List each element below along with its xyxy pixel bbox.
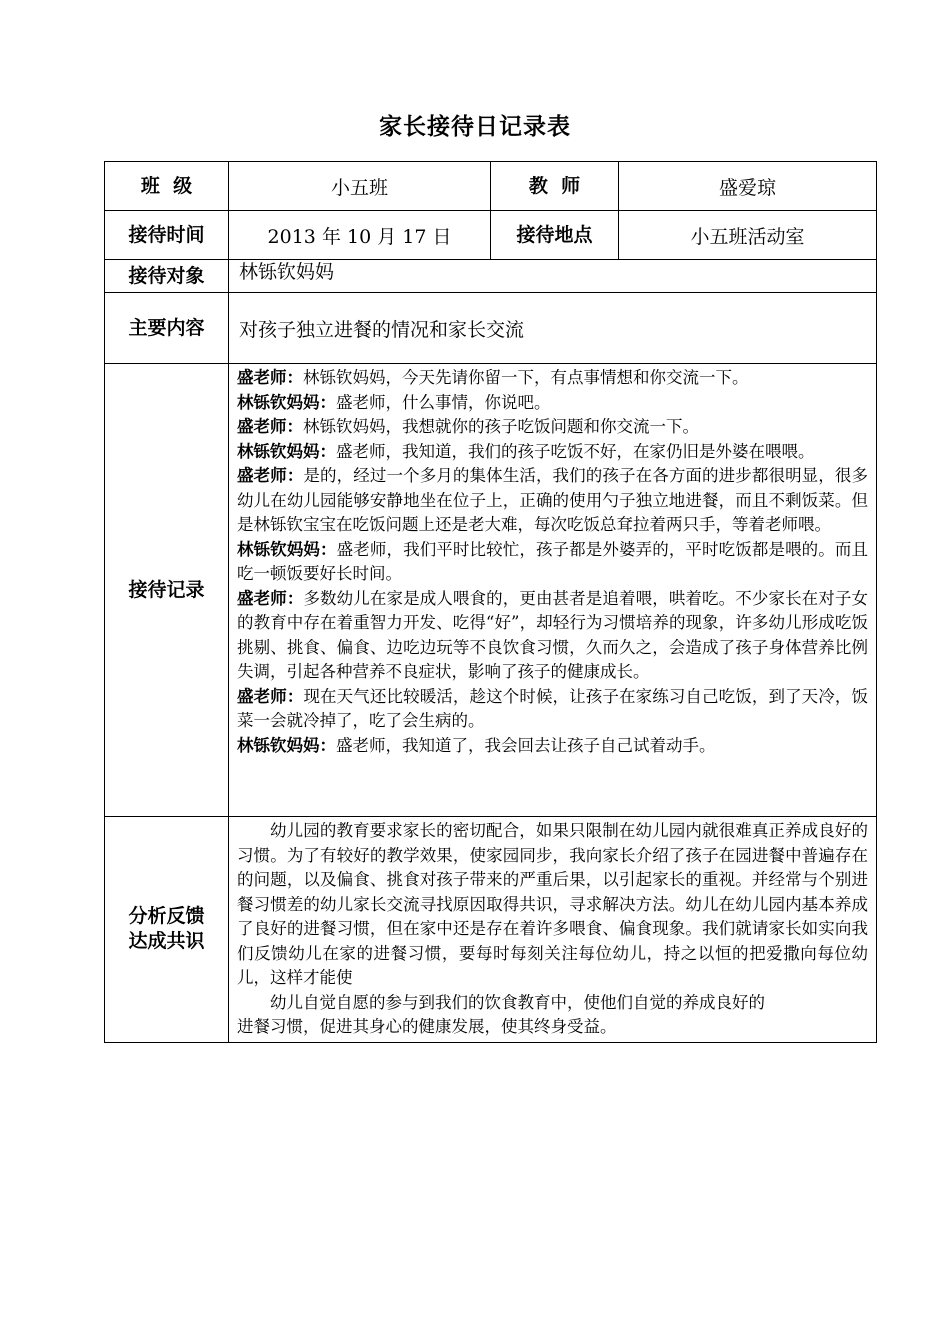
analysis-paragraph: 幼儿自觉自愿的参与到我们的饮食教育中，使他们自觉的养成良好的 <box>270 992 765 1012</box>
dialog-speaker: 林铄钦妈妈： <box>237 735 336 755</box>
dialog-line <box>237 366 868 391</box>
analysis-row <box>105 817 877 1043</box>
dialog-speaker: 林铄钦妈妈： <box>237 392 336 412</box>
content-row <box>105 293 877 364</box>
target-value: 林铄钦妈妈 <box>229 260 877 293</box>
dialog-text: 现在天气还比较暖活，趁这个时候，让孩子在家练习自己吃饭，到了天冷，饭菜一会就冷掉了，吃了会生病的。 <box>237 686 869 730</box>
dialog-text: 林铄钦妈妈，我想就你的孩子吃饭问题和你交流一下。 <box>303 417 699 436</box>
dialog-speaker: 盛老师： <box>237 588 304 608</box>
teacher-value: 盛爱琼 <box>619 162 877 211</box>
analysis-text <box>229 817 877 1043</box>
place-value: 小五班活动室 <box>619 211 877 260</box>
content-label: 主要内容 <box>105 293 229 364</box>
record-label: 接待记录 <box>105 364 229 817</box>
dialog-text: 盛老师，我知道，我们的孩子吃饭不好，在家仍旧是外婆在喂喂。 <box>336 441 815 461</box>
dialog-text: 多数幼儿在家是成人喂食的，更由甚者是追着喂，哄着吃。不少家长在对子女的教育中存在着重智力开发、吃得“好”，却轻行为习惯培养的现象，许多幼儿形成吃饭挑剔、挑食、偏食、边吃边玩等不良饮食习惯，久而久之，会造成了孩子身体营养比例失调，引起各种营养不良症状，影响了孩子的健康成长。 <box>237 588 869 681</box>
class-teacher-row <box>105 162 877 211</box>
dialog-speaker: 盛老师： <box>237 686 304 706</box>
dialog-line <box>237 415 868 440</box>
dialog-text: 盛老师，我知道了，我会回去让孩子自己试着动手。 <box>336 735 716 755</box>
dialog-text: 盛老师，我们平时比较忙，孩子都是外婆弄的，平时吃饭都是喂的。而且吃一顿饭要好长时间。 <box>237 539 869 583</box>
dialog-line <box>237 734 868 759</box>
class-value: 小五班 <box>229 162 491 211</box>
dialog-speaker: 林铄钦妈妈： <box>237 539 337 559</box>
dialog-speaker: 盛老师： <box>237 466 304 485</box>
target-label: 接待对象 <box>105 260 229 293</box>
analysis-paragraph: 幼儿园的教育要求家长的密切配合，如果只限制在幼儿园内就很难真正养成良好的习惯。为了有较好的教学效果，使家园同步，我向家长介绍了孩子在园进餐中普遍存在的问题，以及偏食、挑食对孩子带来的严重后果，以引起家长的重视。并经常与个别进餐习惯差的幼儿家长交流寻找原因取得共识，寻求解决方法。幼儿在幼儿园内基本养成了良好的进餐习惯，但在家中还是存在着许多喂食、偏食现象。我们就请家长如实向我们反馈幼儿在家的进餐习惯，要每时每刻关注每位幼儿，持之以恒的把爱撒向每位幼儿，这样才能使 <box>237 821 868 987</box>
dialog-line <box>237 685 868 734</box>
dialog-line <box>237 440 868 465</box>
teacher-label: 教 师 <box>491 162 619 211</box>
page-title: 家长接待日记录表 <box>379 113 571 140</box>
content-value: 对孩子独立进餐的情况和家长交流 <box>229 293 877 364</box>
analysis-label-line2: 达成共识 <box>128 930 205 953</box>
analysis-paragraph: 进餐习惯，促进其身心的健康发展，使其终身受益。 <box>237 1017 617 1036</box>
record-row <box>105 364 877 817</box>
time-label: 接待时间 <box>105 211 229 260</box>
time-place-row <box>105 211 877 260</box>
dialog-line <box>237 538 868 587</box>
dialog-speaker: 林铄钦妈妈： <box>237 441 336 461</box>
reception-record-table <box>104 161 877 1043</box>
dialog-line <box>237 391 868 416</box>
dialog-speaker: 盛老师： <box>237 368 303 387</box>
dialog-line <box>237 587 868 685</box>
dialog-text: 是的，经过一个多月的集体生活，我们的孩子在各方面的进步都很明显，很多幼儿在幼儿园能够安静地坐在位子上，正确的使用勺子独立地进餐，而且不剩饭菜。但是林铄钦宝宝在吃饭问题上还是老大难，每次吃饭总耷拉着两只手，等着老师喂。 <box>237 466 869 534</box>
dialog-text: 盛老师，什么事情，你说吧。 <box>336 392 551 412</box>
class-label: 班 级 <box>105 162 229 211</box>
time-value: 2013 年 10 月 17 日 <box>229 211 491 260</box>
analysis-label <box>105 817 229 1043</box>
record-dialog <box>229 364 877 817</box>
dialog-speaker: 盛老师： <box>237 417 303 436</box>
dialog-line <box>237 464 868 538</box>
analysis-label-line1: 分析反馈 <box>128 905 205 928</box>
dialog-text: 林铄钦妈妈，今天先请你留一下，有点事情想和你交流一下。 <box>303 368 749 387</box>
place-label: 接待地点 <box>491 211 619 260</box>
target-row <box>105 260 877 293</box>
